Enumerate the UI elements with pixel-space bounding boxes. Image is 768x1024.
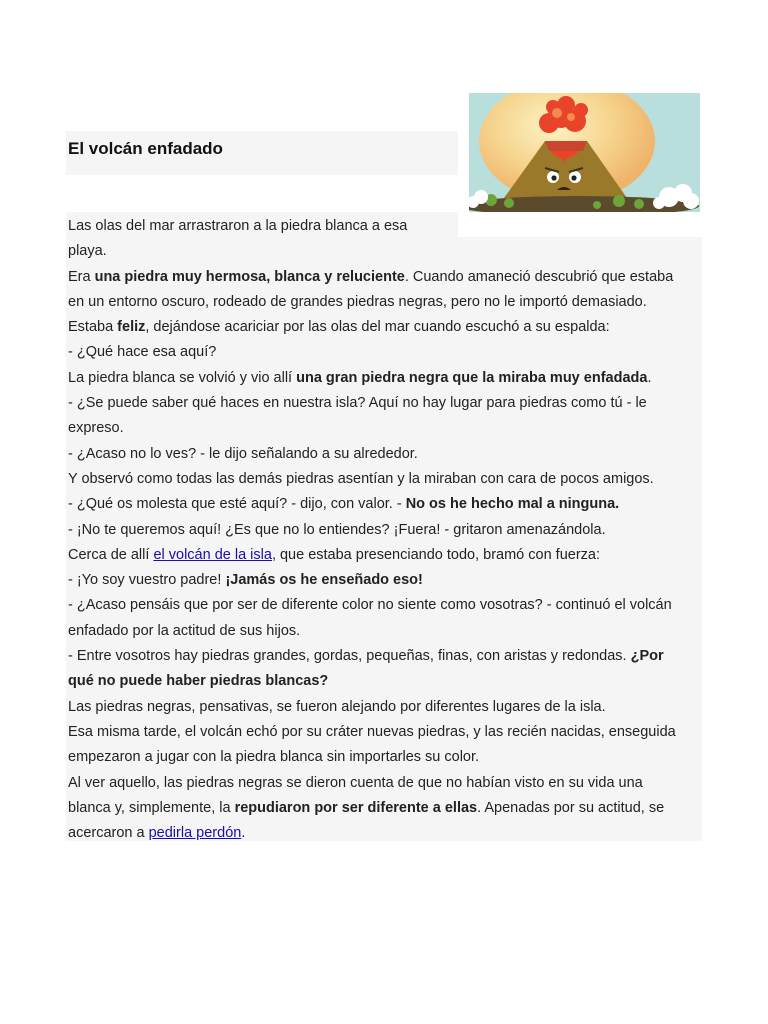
text-line <box>68 720 704 745</box>
text-line <box>68 796 704 821</box>
text-segment: empezaron a jugar con la piedra blanca sin importarles su color. <box>68 749 480 766</box>
text-segment: Era <box>68 268 95 285</box>
text-segment: Las piedras negras, pensativas, se fueron alejando por diferentes lugares de la isla. <box>68 698 606 715</box>
text-segment: - ¡Yo soy vuestro padre! <box>68 572 226 589</box>
text-line <box>68 518 704 543</box>
text-line <box>68 391 704 416</box>
text-line <box>68 695 704 720</box>
text-line <box>68 492 704 517</box>
text-line <box>68 467 704 492</box>
text-line <box>68 619 704 644</box>
text-segment: Y observó como todas las demás piedras asentían y la miraban con cara de pocos amigos. <box>68 470 654 487</box>
volcano-illustration <box>469 93 700 212</box>
text-segment: Al ver aquello, las piedras negras se dieron cuenta de que no habían visto en su vida una <box>68 774 643 791</box>
bold-text: qué no puede haber piedras blancas? <box>68 673 329 690</box>
text-segment: - Entre vosotros hay piedras grandes, gordas, pequeñas, finas, con aristas y redondas. <box>68 648 631 665</box>
text-line <box>68 290 704 315</box>
text-line <box>68 416 704 441</box>
text-segment: blanca y, simplemente, la <box>68 799 235 816</box>
text-segment: enfadado por la actitud de sus hijos. <box>68 622 301 639</box>
text-line <box>68 593 704 618</box>
text-line <box>68 340 704 365</box>
bold-text: ¿Por <box>630 648 664 665</box>
title-panel <box>66 131 458 175</box>
text-segment: - ¿Se puede saber qué haces en nuestra isla? Aquí no hay lugar para piedras como tú - le <box>68 395 647 412</box>
text-segment: playa. <box>68 243 107 260</box>
text-segment: expreso. <box>68 420 124 437</box>
bold-text: una piedra muy hermosa, blanca y reluciente <box>94 268 405 285</box>
text-segment: Las olas del mar arrastraron a la piedra blanca a esa <box>68 218 408 234</box>
bold-text: No os he hecho mal a ninguna. <box>405 496 620 513</box>
text-segment: . <box>647 369 652 386</box>
text-line <box>68 745 704 770</box>
text-line <box>68 239 704 264</box>
text-segment: - ¿Qué hace esa aquí? <box>68 344 217 361</box>
text-line <box>68 771 704 796</box>
bold-text: ¡Jamás os he enseñado eso! <box>225 572 423 589</box>
text-segment: . Apenadas por su actitud, se <box>477 799 665 816</box>
text-line <box>68 543 704 568</box>
text-line <box>68 265 704 290</box>
text-segment: - ¡No te queremos aquí! ¿Es que no lo entiendes? ¡Fuera! - gritaron amenazándola. <box>68 521 606 538</box>
text-segment: , dejándose acariciar por las olas del mar cuando escuchó a su espalda: <box>145 319 610 336</box>
bold-text: repudiaron por ser diferente a ellas <box>234 799 478 816</box>
text-segment: - ¿Acaso pensáis que por ser de diferente color no siente como vosotras? - continuó el volcán <box>68 597 672 614</box>
text-line <box>68 669 704 694</box>
inline-link[interactable]: pedirla perdón <box>148 825 242 842</box>
text-segment: La piedra blanca se volvió y vio allí <box>68 369 297 386</box>
text-segment: Esa misma tarde, el volcán echó por su cráter nuevas piedras, y las recién nacidas, enseguida <box>68 723 676 740</box>
text-segment: . Cuando amaneció descubrió que estaba <box>404 268 674 285</box>
text-segment: Cerca de allí <box>68 546 154 563</box>
article-title: El volcán enfadado <box>68 139 223 158</box>
text-segment: en un entorno oscuro, rodeado de grandes piedras negras, pero no le importó demasiado. <box>68 293 647 310</box>
inline-link[interactable]: el volcán de la isla <box>153 546 272 563</box>
bold-text: una gran piedra negra que la miraba muy enfadada <box>296 369 648 386</box>
text-segment: - ¿Qué os molesta que esté aquí? - dijo, con valor. - <box>68 496 406 513</box>
text-segment: , que estaba presenciando todo, bramó con fuerza: <box>271 546 601 563</box>
text-line <box>68 821 704 846</box>
text-segment: acercaron a <box>68 825 149 842</box>
bold-text: feliz <box>117 319 146 336</box>
article-body <box>68 214 704 846</box>
text-line <box>68 568 704 593</box>
text-line <box>68 315 704 340</box>
text-segment: - ¿Acaso no lo ves? - le dijo señalando a su alrededor. <box>68 445 418 462</box>
text-segment: . <box>241 825 246 842</box>
text-line <box>68 442 704 467</box>
text-line <box>68 644 704 669</box>
text-line <box>68 366 704 391</box>
text-line <box>68 214 704 239</box>
text-segment: Estaba <box>68 319 118 336</box>
